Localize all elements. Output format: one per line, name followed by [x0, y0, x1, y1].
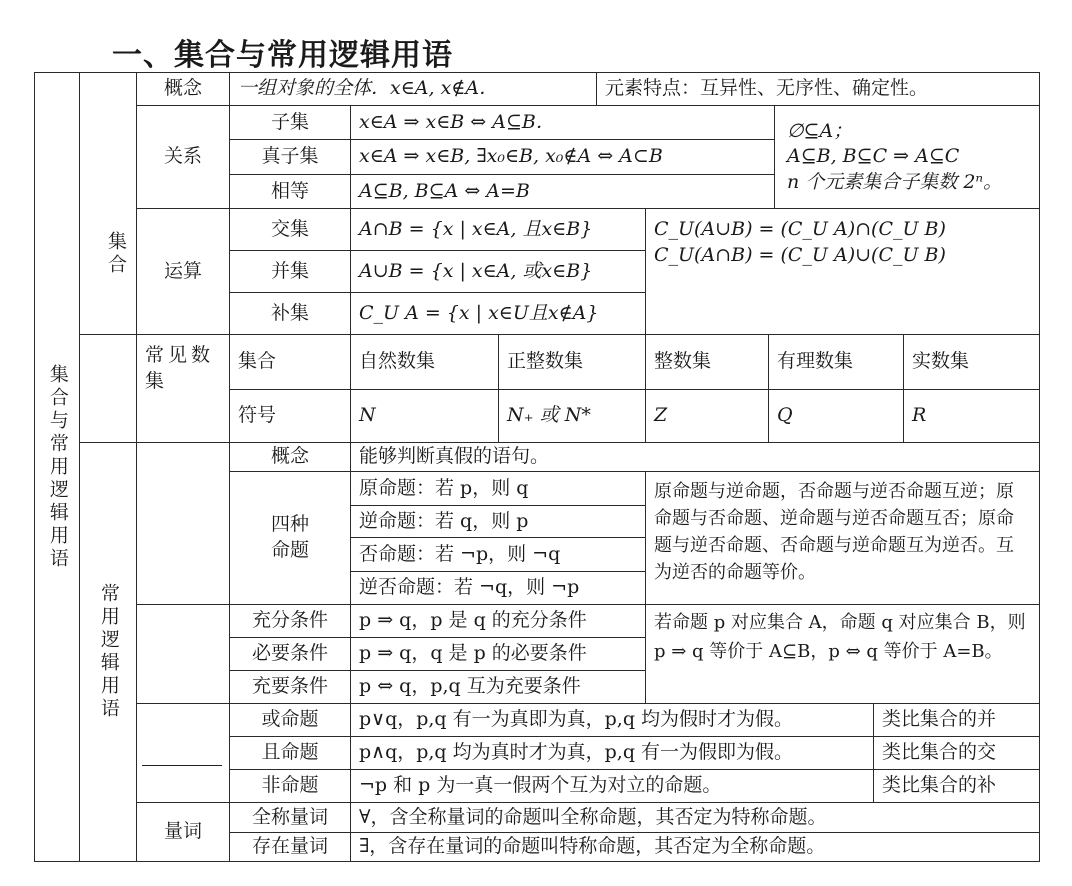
number-symbol-3: Z [645, 389, 769, 443]
relation-formula-proper-subset: x∈A ⇒ x∈B, ∃x₀∈B, x₀∉A ⇔ A⊂B [350, 139, 775, 175]
condition-text-necessary: p ⇒ q，q 是 p 的必要条件 [350, 637, 646, 671]
operation-name-intersection: 交集 [229, 208, 351, 251]
number-symbol-1: N [350, 389, 499, 443]
relation-formula-subset: x∈A ⇒ x∈B ⇔ A⊆B． [350, 105, 775, 140]
logic-concept-text: 能够判断真假的语句。 [350, 442, 1040, 472]
number-symbol-0: 符号 [229, 389, 351, 443]
condition-text-sufficient-necessary: p ⇔ q，p,q 互为充要条件 [350, 670, 646, 704]
relation-name-equal: 相等 [229, 174, 351, 209]
relation-name-proper-subset: 真子集 [229, 139, 351, 175]
relation-formula-equal: A⊆B, B⊆A ⇔ A=B [350, 174, 775, 209]
set-concept-label: 概念 [136, 72, 230, 106]
logic-blank-2 [136, 604, 230, 704]
set-section-label: 集合 [79, 72, 137, 335]
logic-blank-1 [136, 442, 230, 605]
logic-blank-3 [136, 703, 230, 803]
quantifier-name-existential: 存在量词 [229, 832, 351, 862]
set-definition: 一组对象的全体．x∈A, x∉A． [229, 72, 597, 106]
compound-text-and: p∧q，p,q 均为真时才为真，p,q 有一为假即为假。 [350, 736, 874, 770]
logic-concept-label: 概念 [229, 442, 351, 472]
number-header-4: 有理数集 [768, 334, 904, 390]
compound-analog-and: 类比集合的交 [873, 736, 1040, 770]
relations-label: 关系 [136, 105, 230, 209]
quantifier-text-universal: ∀，含全称量词的命题叫全称命题，其否定为特称命题。 [350, 802, 1040, 833]
relation-notes: ∅⊆A； A⊆B, B⊆C ⇒ A⊆C n 个元素集合子集数 2ⁿ。 [774, 105, 1040, 209]
element-features: 元素特点：互异性、无序性、确定性。 [596, 72, 1040, 106]
operation-formula-intersection: A∩B = {x | x∈A, 且x∈B} [350, 208, 646, 251]
number-sets-label: 常见数集 [136, 334, 230, 443]
operation-name-complement: 补集 [229, 292, 351, 335]
condition-name-necessary: 必要条件 [229, 637, 351, 671]
compound-analog-or: 类比集合的并 [873, 703, 1040, 737]
relation-name-subset: 子集 [229, 105, 351, 140]
number-header-5: 实数集 [903, 334, 1040, 390]
fill-in-blank-line [142, 765, 222, 766]
quantifiers-label: 量词 [136, 802, 230, 862]
number-header-0: 集合 [229, 334, 351, 390]
operations-label: 运算 [136, 208, 230, 335]
operation-notes: C_U(A∪B) = (C_U A)∩(C_U B) C_U(A∩B) = (C_U A)∪(C_U B) [645, 208, 1040, 335]
number-header-2: 正整数集 [498, 334, 646, 390]
logic-section-label: 常用逻辑用语 [79, 442, 137, 862]
prop-inverse: 否命题：若 ¬p，则 ¬q [350, 537, 646, 572]
number-symbol-2: N₊ 或 N* [498, 389, 646, 443]
number-symbol-5: R [903, 389, 1040, 443]
condition-text-sufficient: p ⇒ q，p 是 q 的充分条件 [350, 604, 646, 638]
prop-original: 原命题：若 p，则 q [350, 471, 646, 506]
compound-name-not: 非命题 [229, 769, 351, 803]
compound-text-not: ¬p 和 p 为一真一假两个互为对立的命题。 [350, 769, 874, 803]
compound-analog-not: 类比集合的补 [873, 769, 1040, 803]
prop-contrapositive: 逆否命题：若 ¬q，则 ¬p [350, 571, 646, 605]
compound-text-or: p∨q，p,q 有一为真即为真，p,q 均为假时才为假。 [350, 703, 874, 737]
compound-name-or: 或命题 [229, 703, 351, 737]
condition-name-sufficient: 充分条件 [229, 604, 351, 638]
page-title: 一、集合与常用逻辑用语 [112, 38, 453, 73]
four-props-label: 四种 命题 [229, 471, 351, 605]
condition-notes: 若命题 p 对应集合 A，命题 q 对应集合 B，则 p ⇒ q 等价于 A⊆B，p ⇔ q 等价于 A=B。 [645, 604, 1040, 704]
outer-label: 集合与常用逻辑用语 [34, 72, 80, 862]
number-sets-spacer [79, 334, 137, 443]
quantifier-text-existential: ∃，含存在量词的命题叫特称命题，其否定为全称命题。 [350, 832, 1040, 862]
quantifier-name-universal: 全称量词 [229, 802, 351, 833]
number-header-3: 整数集 [645, 334, 769, 390]
condition-name-sufficient-necessary: 充要条件 [229, 670, 351, 704]
four-props-notes: 原命题与逆命题，否命题与逆否命题互逆；原命题与否命题、逆命题与逆否命题互否；原命题与逆否命题、否命题与逆命题互为逆否。互为逆否的命题等价。 [645, 471, 1040, 605]
compound-name-and: 且命题 [229, 736, 351, 770]
operation-formula-complement: C_U A = {x | x∈U且x∉A} [350, 292, 646, 335]
operation-name-union: 并集 [229, 250, 351, 293]
number-symbol-4: Q [768, 389, 904, 443]
operation-formula-union: A∪B = {x | x∈A, 或x∈B} [350, 250, 646, 293]
number-header-1: 自然数集 [350, 334, 499, 390]
prop-converse: 逆命题：若 q，则 p [350, 505, 646, 538]
